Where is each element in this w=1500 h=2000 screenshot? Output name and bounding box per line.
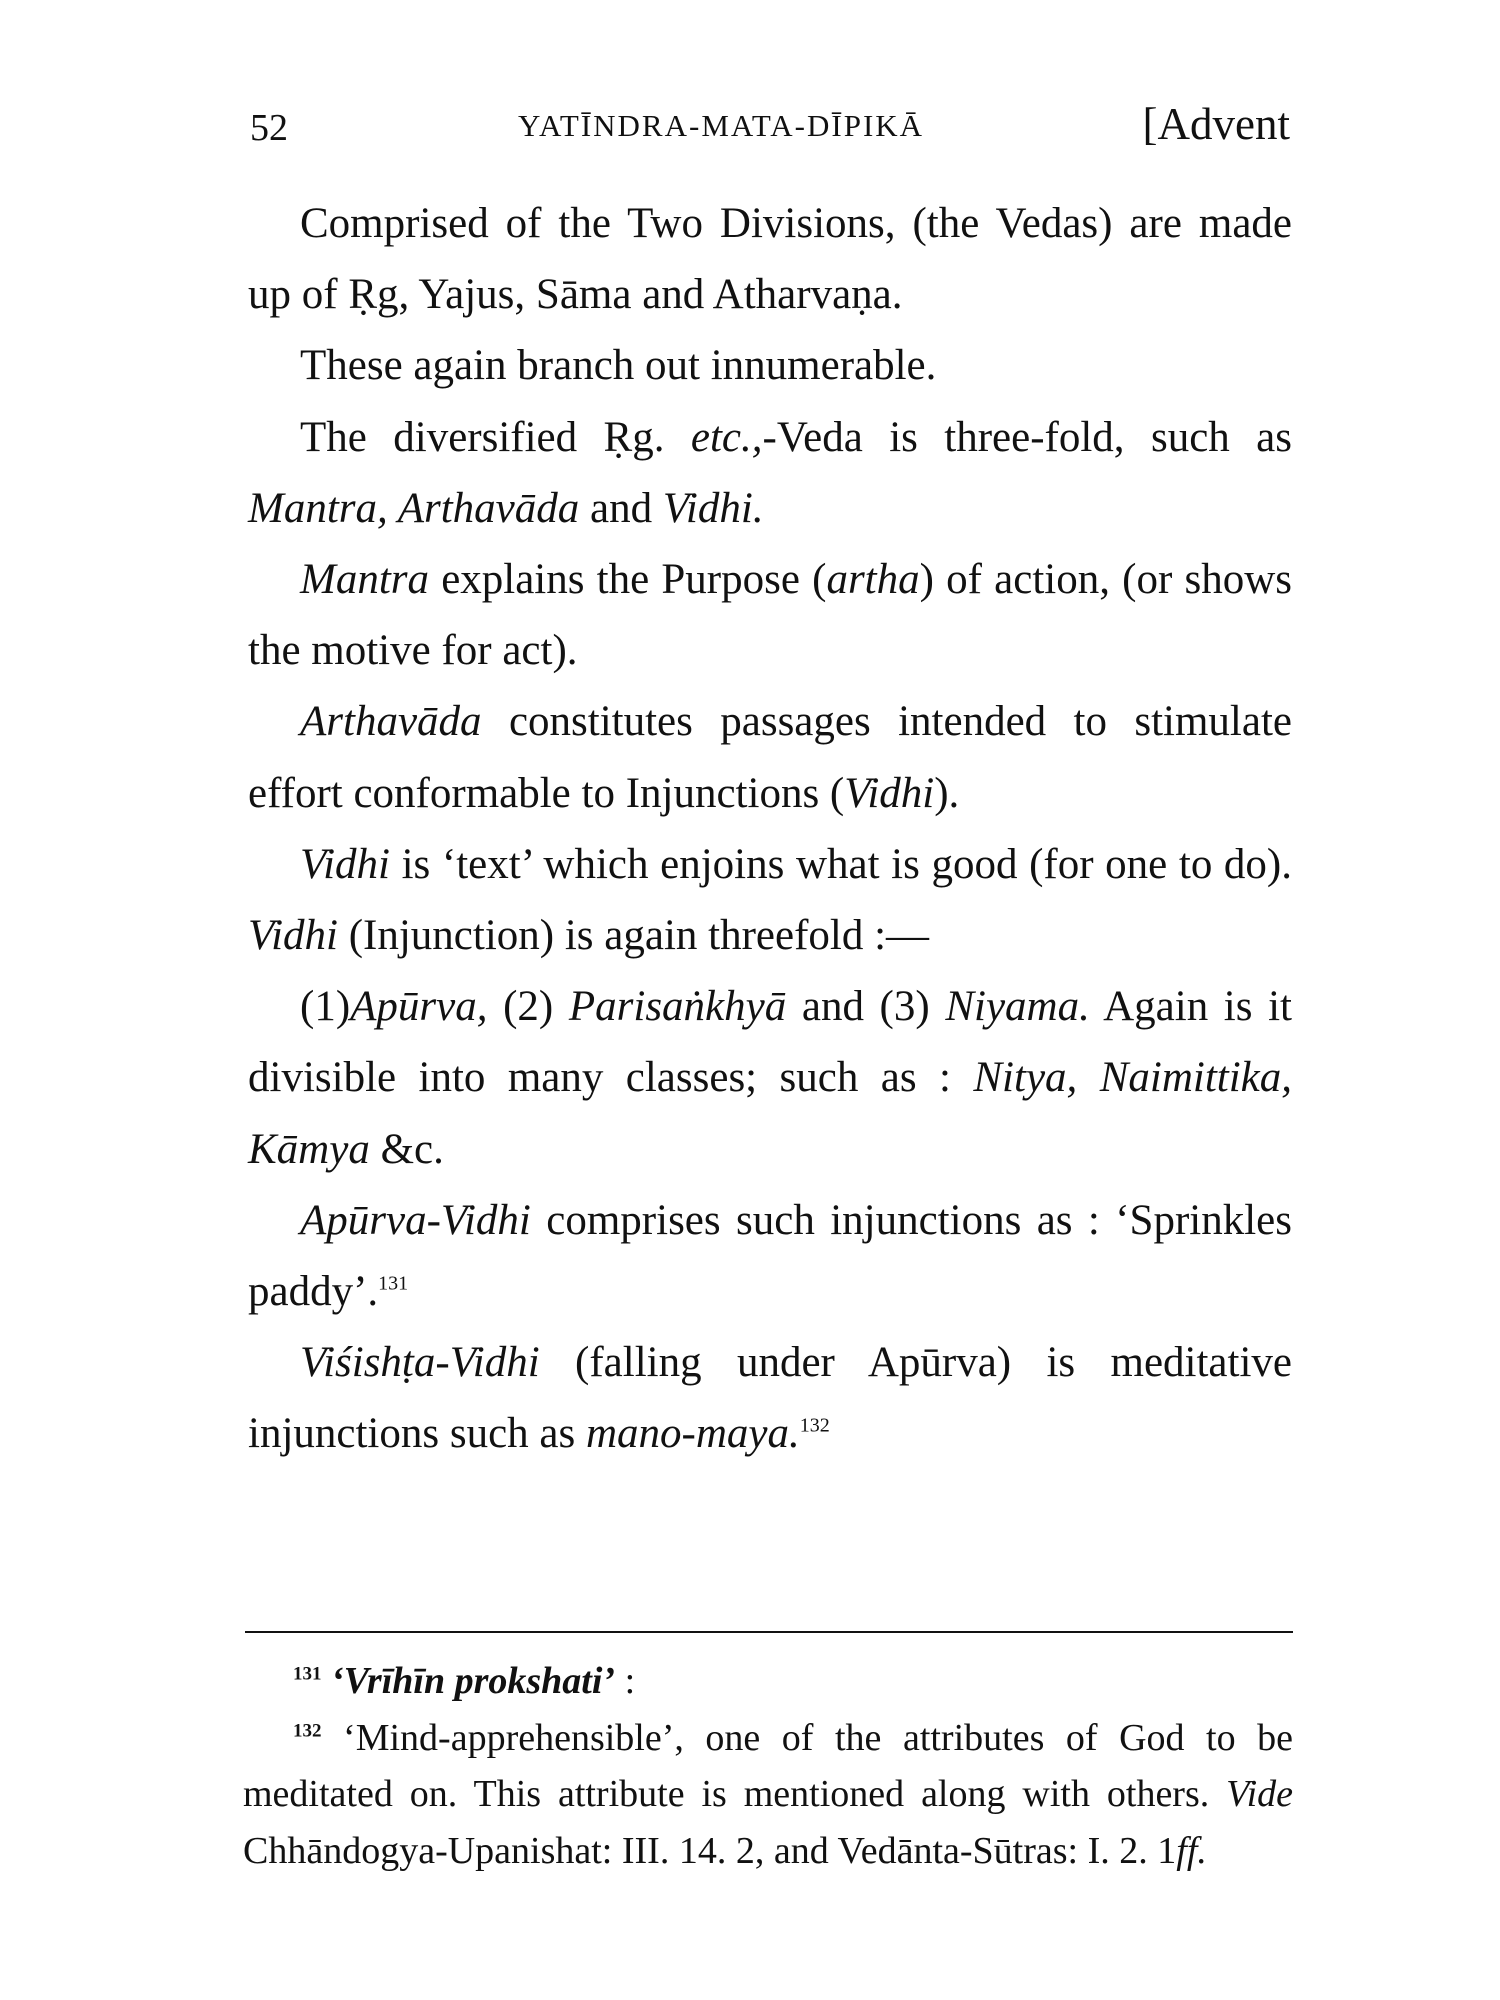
footnote-mark: 131 <box>293 1663 322 1685</box>
section-label: [Advent <box>1142 99 1290 149</box>
footnote-mark: 132 <box>293 1719 322 1741</box>
paragraph-3 <box>248 402 1292 544</box>
text-run: (falling under Apūrva) is meditative injunctions such as <box>248 1339 1293 1458</box>
paragraph-4 <box>248 544 1292 686</box>
text-run: : <box>615 1660 636 1702</box>
paragraph-8 <box>248 1185 1292 1327</box>
italic-run: Mantra <box>300 556 429 604</box>
body-text <box>248 188 1292 1470</box>
italic-run: Apūrva, <box>350 983 488 1031</box>
text-run: Chhāndogya-Upanishat: III. 14. 2, and Vedānta-Sūtras: I. 2. 1 <box>243 1829 1177 1872</box>
italic-run: Vidhi <box>300 840 390 888</box>
text-run: ‘Mind-apprehensible’, one of the attributes of God to be meditated on. This attribute is mentioned along with others. <box>243 1716 1294 1815</box>
italic-run: artha <box>826 556 920 604</box>
text-run: and <box>590 484 653 532</box>
footnotes <box>243 1653 1293 1879</box>
footnote-131 <box>243 1653 1293 1710</box>
page-number: 52 <box>250 107 288 149</box>
italic-run: Niyama. <box>945 983 1090 1031</box>
text-run: and (3) <box>801 983 930 1031</box>
footnote-ref-131: 131 <box>378 1272 409 1295</box>
text-run: -Veda is three-fold, such as <box>762 413 1293 461</box>
text-run: ). <box>934 769 960 817</box>
text-run: explains the Purpose ( <box>441 556 827 604</box>
footnote-divider <box>245 1631 1293 1633</box>
text-run: (Injunction) is again threefold :— <box>348 912 930 960</box>
paragraph-1: Comprised of the Two Divisions, (the Vedas) are made up of Ṛg, Yajus, Sāma and Atharvaṇa. <box>248 200 1292 319</box>
text-run: ) of action, (or shows the motive for act). <box>248 556 1292 675</box>
text-run: Again is it divisible into many classes; such as : <box>248 983 1293 1102</box>
italic-run: Arthavāda <box>300 698 482 746</box>
italic-run: Vidhi <box>248 912 338 960</box>
italic-run: Apūrva-Vidhi <box>300 1196 531 1244</box>
text-run: is ‘text’ which enjoins what is good (for one to do). <box>401 840 1293 888</box>
text-run: comprises such injunctions as : ‘Sprinkles paddy’. <box>248 1196 1293 1316</box>
italic-run: Parisaṅkhyā <box>568 983 787 1031</box>
text-run: &c. <box>380 1125 444 1173</box>
italic-run: Nitya, Naimittika, Kāmya <box>248 1054 1292 1173</box>
italic-run: Mantra, Arthavāda <box>248 484 580 532</box>
italic-run: etc., <box>690 413 763 461</box>
text-run: (2) <box>503 983 554 1031</box>
paragraph-2: These again branch out innumerable. <box>300 342 937 390</box>
footnote-132 <box>243 1710 1293 1880</box>
text-run: The diversified Ṛg. <box>300 413 665 461</box>
italic-run: ff. <box>1176 1829 1207 1872</box>
italic-run: Vidhi. <box>662 484 764 532</box>
text-run: (1) <box>300 983 351 1031</box>
page-header <box>250 98 1290 158</box>
footnote-ref-132: 132 <box>799 1415 830 1438</box>
running-title: YATĪNDRA-MATA-DĪPIKĀ <box>518 108 925 143</box>
italic-run: Viśishṭa-Vidhi <box>300 1339 540 1387</box>
italic-run: mano-maya. <box>586 1410 800 1458</box>
paragraph-7 <box>248 971 1292 1185</box>
paragraph-9 <box>248 1327 1292 1469</box>
paragraph-6 <box>248 829 1292 971</box>
text-run: constitutes passages intended to stimulate effort conformable to Injunctions ( <box>248 698 1292 817</box>
italic-run: ‘Vrīhīn prokshati’ <box>331 1660 616 1702</box>
italic-run: Vide <box>1226 1773 1293 1815</box>
paragraph-5 <box>248 686 1292 828</box>
italic-run: Vidhi <box>844 769 935 817</box>
